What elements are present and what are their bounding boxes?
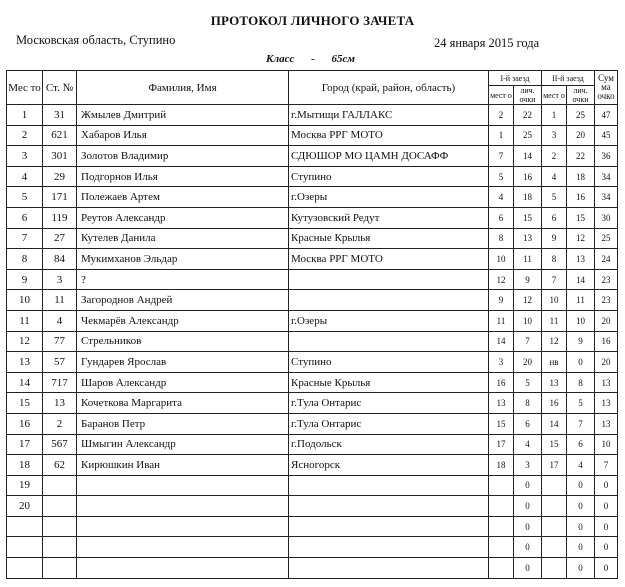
table-row (7, 228, 618, 249)
place-cell: 5 (7, 187, 43, 208)
heat2-points-cell: 25 (567, 105, 595, 126)
heat2-place-cell: 3 (542, 125, 567, 146)
heat1-place-cell: 3 (489, 352, 514, 373)
heat2-place-cell: 8 (542, 249, 567, 270)
place-cell: 2 (7, 125, 43, 146)
heat2-place-cell: 10 (542, 290, 567, 311)
city-cell (289, 558, 489, 579)
table-row (7, 290, 618, 311)
class-line (266, 53, 355, 65)
heat2-points-cell: 13 (567, 249, 595, 270)
heat2-place-cell: 9 (542, 228, 567, 249)
class-value: 65см (331, 53, 355, 65)
city-cell: г.Озеры (289, 187, 489, 208)
table-row (7, 393, 618, 414)
number-cell (43, 516, 77, 537)
place-cell: 20 (7, 496, 43, 517)
heat1-points-cell: 14 (514, 146, 542, 167)
table-row (7, 352, 618, 373)
location-text: Московская область, Ступино (16, 33, 176, 47)
heat2-place-cell: нв (542, 352, 567, 373)
number-cell: 567 (43, 434, 77, 455)
place-cell: 3 (7, 146, 43, 167)
total-cell: 20 (595, 352, 618, 373)
heat1-place-cell (489, 475, 514, 496)
city-cell: Красные Крылья (289, 372, 489, 393)
total-cell: 16 (595, 331, 618, 352)
name-cell: Стрельников (77, 331, 289, 352)
heat2-points-cell: 10 (567, 310, 595, 331)
number-cell: 84 (43, 249, 77, 270)
number-cell: 3 (43, 269, 77, 290)
heat1-points-cell: 12 (514, 290, 542, 311)
heat2-points-cell: 14 (567, 269, 595, 290)
col-city-header: Город (край, район, область) (289, 71, 489, 105)
heat2-points-cell: 12 (567, 228, 595, 249)
heat1-points-cell: 6 (514, 413, 542, 434)
place-cell: 12 (7, 331, 43, 352)
heat1-points-cell: 11 (514, 249, 542, 270)
heat1-place-cell: 11 (489, 310, 514, 331)
name-cell: Кутелев Данила (77, 228, 289, 249)
heat1-place-cell: 12 (489, 269, 514, 290)
name-cell: Хабаров Илья (77, 125, 289, 146)
place-cell (7, 516, 43, 537)
heat2-place-cell: 14 (542, 413, 567, 434)
heat1-place-cell: 6 (489, 207, 514, 228)
total-cell: 0 (595, 475, 618, 496)
heat2-points-header: лич. очки (567, 86, 595, 105)
name-cell: Чекмарёв Александр (77, 310, 289, 331)
total-cell: 30 (595, 207, 618, 228)
place-cell: 13 (7, 352, 43, 373)
city-cell: Москва РРГ МОТО (289, 249, 489, 270)
heat2-place-cell: 5 (542, 187, 567, 208)
name-cell: Кочеткова Маргарита (77, 393, 289, 414)
place-cell: 11 (7, 310, 43, 331)
heat2-place-cell: 15 (542, 434, 567, 455)
city-cell: г.Мытищи ГАЛЛАКС (289, 105, 489, 126)
table-row (7, 166, 618, 187)
protocol-title: ПРОТОКОЛ ЛИЧНОГО ЗАЧЕТА (210, 13, 415, 28)
city-cell: Москва РРГ МОТО (289, 125, 489, 146)
total-cell: 34 (595, 187, 618, 208)
name-cell: Полежаев Артем (77, 187, 289, 208)
heat1-place-cell: 1 (489, 125, 514, 146)
heat1-place-cell (489, 496, 514, 517)
heat1-points-cell: 4 (514, 434, 542, 455)
heat1-place-cell: 13 (489, 393, 514, 414)
number-cell (43, 537, 77, 558)
total-cell: 45 (595, 125, 618, 146)
total-cell: 13 (595, 413, 618, 434)
heat1-points-cell: 20 (514, 352, 542, 373)
number-cell (43, 475, 77, 496)
table-row (7, 455, 618, 476)
col-name-header: Фамилия, Имя (77, 71, 289, 105)
heat1-points-header: лич. очки (514, 86, 542, 105)
heat2-place-cell (542, 475, 567, 496)
heat1-place-cell: 15 (489, 413, 514, 434)
table-row (7, 207, 618, 228)
name-cell: Жмылев Дмитрий (77, 105, 289, 126)
place-cell (7, 537, 43, 558)
heat1-points-cell: 0 (514, 516, 542, 537)
number-cell: 57 (43, 352, 77, 373)
name-cell (77, 516, 289, 537)
heat2-points-cell: 0 (567, 352, 595, 373)
heat1-points-cell: 0 (514, 558, 542, 579)
heat2-points-cell: 4 (567, 455, 595, 476)
heat2-place-cell: 16 (542, 393, 567, 414)
place-cell: 1 (7, 105, 43, 126)
heat1-header: I-й заезд (489, 71, 542, 86)
heat2-place-cell: 6 (542, 207, 567, 228)
total-cell: 7 (595, 455, 618, 476)
heat2-points-cell: 0 (567, 558, 595, 579)
heat2-place-cell: 4 (542, 166, 567, 187)
name-cell: Баранов Петр (77, 413, 289, 434)
heat1-points-cell: 7 (514, 331, 542, 352)
city-cell (289, 269, 489, 290)
heat2-place-cell: 7 (542, 269, 567, 290)
table-row (7, 558, 618, 579)
number-cell (43, 558, 77, 579)
city-cell: Ясногорск (289, 455, 489, 476)
col-place-header: Мес то (7, 71, 43, 105)
total-cell: 0 (595, 496, 618, 517)
heat1-place-cell: 14 (489, 331, 514, 352)
city-cell: Ступино (289, 352, 489, 373)
date-text: 24 января 2015 года (434, 36, 540, 50)
city-cell: СДЮШОР МО ЦАМН ДОСАФФ (289, 146, 489, 167)
table-row (7, 269, 618, 290)
name-cell: Загороднов Андрей (77, 290, 289, 311)
heat2-place-cell: 11 (542, 310, 567, 331)
table-row (7, 310, 618, 331)
place-cell: 4 (7, 166, 43, 187)
total-cell: 24 (595, 249, 618, 270)
heat2-place-cell (542, 496, 567, 517)
total-cell: 13 (595, 372, 618, 393)
number-cell: 62 (43, 455, 77, 476)
heat1-points-cell: 22 (514, 105, 542, 126)
class-dash: - (311, 53, 315, 65)
heat2-header: II-й заезд (542, 71, 595, 86)
place-cell: 10 (7, 290, 43, 311)
heat1-place-cell (489, 558, 514, 579)
city-cell: Красные Крылья (289, 228, 489, 249)
heat1-place-cell (489, 537, 514, 558)
place-cell: 15 (7, 393, 43, 414)
heat2-place-cell: 13 (542, 372, 567, 393)
table-row (7, 516, 618, 537)
number-cell: 119 (43, 207, 77, 228)
heat1-place-cell (489, 516, 514, 537)
heat1-place-cell: 5 (489, 166, 514, 187)
place-cell: 6 (7, 207, 43, 228)
city-cell: Кутузовский Редут (289, 207, 489, 228)
place-cell: 14 (7, 372, 43, 393)
heat2-place-cell (542, 537, 567, 558)
heat2-place-header: мест о (542, 86, 567, 105)
table-row (7, 413, 618, 434)
city-cell (289, 496, 489, 517)
number-cell: 77 (43, 331, 77, 352)
heat2-place-cell (542, 558, 567, 579)
table-row (7, 496, 618, 517)
heat1-place-cell: 10 (489, 249, 514, 270)
table-row (7, 249, 618, 270)
number-cell: 13 (43, 393, 77, 414)
total-cell: 0 (595, 558, 618, 579)
heat1-place-cell: 4 (489, 187, 514, 208)
place-cell: 19 (7, 475, 43, 496)
heat2-points-cell: 16 (567, 187, 595, 208)
heat1-points-cell: 25 (514, 125, 542, 146)
table-row (7, 434, 618, 455)
table-row (7, 537, 618, 558)
heat2-place-cell: 1 (542, 105, 567, 126)
total-cell: 23 (595, 290, 618, 311)
city-cell: Ступино (289, 166, 489, 187)
heat2-points-cell: 5 (567, 393, 595, 414)
city-cell (289, 331, 489, 352)
table-row (7, 187, 618, 208)
place-cell: 9 (7, 269, 43, 290)
number-cell (43, 496, 77, 517)
heat2-points-cell: 0 (567, 516, 595, 537)
number-cell: 717 (43, 372, 77, 393)
heat1-place-cell: 16 (489, 372, 514, 393)
heat1-place-cell: 17 (489, 434, 514, 455)
place-cell: 17 (7, 434, 43, 455)
heat1-points-cell: 16 (514, 166, 542, 187)
heat1-points-cell: 13 (514, 228, 542, 249)
heat2-points-cell: 18 (567, 166, 595, 187)
heat2-points-cell: 0 (567, 537, 595, 558)
name-cell: Золотов Владимир (77, 146, 289, 167)
place-cell: 7 (7, 228, 43, 249)
number-cell: 171 (43, 187, 77, 208)
heat2-place-cell: 2 (542, 146, 567, 167)
heat1-place-cell: 8 (489, 228, 514, 249)
heat2-points-cell: 6 (567, 434, 595, 455)
name-cell (77, 496, 289, 517)
name-cell: Гундарев Ярослав (77, 352, 289, 373)
city-cell (289, 516, 489, 537)
name-cell: ? (77, 269, 289, 290)
heat1-place-cell: 7 (489, 146, 514, 167)
table-row (7, 475, 618, 496)
total-cell: 0 (595, 516, 618, 537)
heat1-points-cell: 18 (514, 187, 542, 208)
heat2-place-cell (542, 516, 567, 537)
name-cell (77, 475, 289, 496)
number-cell: 2 (43, 413, 77, 434)
total-cell: 10 (595, 434, 618, 455)
heat2-points-cell: 20 (567, 125, 595, 146)
total-cell: 23 (595, 269, 618, 290)
city-cell (289, 537, 489, 558)
place-cell: 8 (7, 249, 43, 270)
results-table (6, 70, 618, 579)
heat1-place-cell: 18 (489, 455, 514, 476)
heat2-points-cell: 8 (567, 372, 595, 393)
total-cell: 13 (595, 393, 618, 414)
name-cell: Шмыгин Александр (77, 434, 289, 455)
heat1-points-cell: 0 (514, 475, 542, 496)
name-cell (77, 558, 289, 579)
heat1-place-cell: 2 (489, 105, 514, 126)
heat1-points-cell: 15 (514, 207, 542, 228)
class-label: Класс (266, 53, 295, 65)
number-cell: 11 (43, 290, 77, 311)
place-cell (7, 558, 43, 579)
city-cell: г.Тула Онтарис (289, 413, 489, 434)
number-cell: 301 (43, 146, 77, 167)
city-cell: г.Тула Онтарис (289, 393, 489, 414)
heat2-points-cell: 11 (567, 290, 595, 311)
number-cell: 31 (43, 105, 77, 126)
name-cell (77, 537, 289, 558)
heat2-place-cell: 12 (542, 331, 567, 352)
heat2-points-cell: 9 (567, 331, 595, 352)
city-cell (289, 475, 489, 496)
name-cell: Реутов Александр (77, 207, 289, 228)
number-cell: 27 (43, 228, 77, 249)
total-cell: 36 (595, 146, 618, 167)
name-cell: Подгорнов Илья (77, 166, 289, 187)
heat1-points-cell: 9 (514, 269, 542, 290)
number-cell: 621 (43, 125, 77, 146)
heat1-points-cell: 5 (514, 372, 542, 393)
total-cell: 20 (595, 310, 618, 331)
table-row (7, 125, 618, 146)
col-number-header: Ст. № (43, 71, 77, 105)
heat1-points-cell: 0 (514, 496, 542, 517)
number-cell: 29 (43, 166, 77, 187)
table-row (7, 146, 618, 167)
total-cell: 34 (595, 166, 618, 187)
heat1-points-cell: 10 (514, 310, 542, 331)
table-row (7, 372, 618, 393)
heat2-points-cell: 15 (567, 207, 595, 228)
heat2-points-cell: 22 (567, 146, 595, 167)
table-row (7, 105, 618, 126)
city-cell (289, 290, 489, 311)
name-cell: Шаров Александр (77, 372, 289, 393)
name-cell: Кирюшкин Иван (77, 455, 289, 476)
place-cell: 18 (7, 455, 43, 476)
heat2-points-cell: 7 (567, 413, 595, 434)
table-row (7, 331, 618, 352)
heat1-place-cell: 9 (489, 290, 514, 311)
col-total-header: Сум ма очко (595, 71, 618, 105)
total-cell: 25 (595, 228, 618, 249)
heat1-points-cell: 3 (514, 455, 542, 476)
name-cell: Мукимханов Эльдар (77, 249, 289, 270)
heat1-points-cell: 8 (514, 393, 542, 414)
total-cell: 0 (595, 537, 618, 558)
number-cell: 4 (43, 310, 77, 331)
heat1-points-cell: 0 (514, 537, 542, 558)
heat1-place-header: мест о (489, 86, 514, 105)
place-cell: 16 (7, 413, 43, 434)
city-cell: г.Озеры (289, 310, 489, 331)
heat2-points-cell: 0 (567, 496, 595, 517)
heat2-points-cell: 0 (567, 475, 595, 496)
city-cell: г.Подольск (289, 434, 489, 455)
total-cell: 47 (595, 105, 618, 126)
heat2-place-cell: 17 (542, 455, 567, 476)
